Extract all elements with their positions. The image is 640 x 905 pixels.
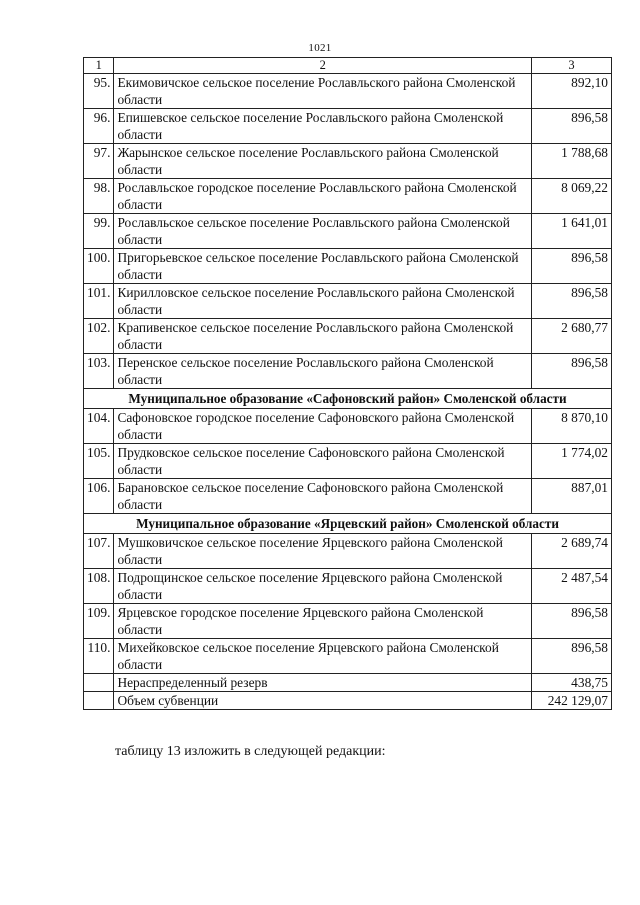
settlement-name: Мушковичское сельское поселение Ярцевского района Смоленской области — [114, 534, 532, 569]
header-col-1: 1 — [84, 58, 114, 74]
table-row — [84, 249, 612, 284]
subvention-amount: 1 641,01 — [532, 214, 612, 249]
row-number: 95. — [84, 74, 114, 109]
subvention-table — [83, 57, 612, 710]
table-row — [84, 144, 612, 179]
subvention-amount: 8 870,10 — [532, 409, 612, 444]
settlement-name: Михейковское сельское поселение Ярцевского района Смоленской области — [114, 639, 532, 674]
subvention-amount: 2 689,74 — [532, 534, 612, 569]
subvention-amount: 1 788,68 — [532, 144, 612, 179]
subvention-amount: 887,01 — [532, 479, 612, 514]
settlement-name: Кирилловское сельское поселение Рославльского района Смоленской области — [114, 284, 532, 319]
section-header-row — [84, 389, 612, 409]
total-amount: 242 129,07 — [532, 692, 612, 710]
settlement-name: Жарынское сельское поселение Рославльского района Смоленской области — [114, 144, 532, 179]
subvention-amount: 892,10 — [532, 74, 612, 109]
table-row — [84, 604, 612, 639]
total-row — [84, 692, 612, 710]
row-number: 102. — [84, 319, 114, 354]
table-row — [84, 284, 612, 319]
settlement-name: Барановское сельское поселение Сафоновского района Смоленской области — [114, 479, 532, 514]
settlement-name: Сафоновское городское поселение Сафоновского района Смоленской области — [114, 409, 532, 444]
row-number: 109. — [84, 604, 114, 639]
subvention-amount: 2 680,77 — [532, 319, 612, 354]
settlement-name: Прудковское сельское поселение Сафоновского района Смоленской области — [114, 444, 532, 479]
settlement-name: Ярцевское городское поселение Ярцевского района Смоленской области — [114, 604, 532, 639]
subvention-amount: 1 774,02 — [532, 444, 612, 479]
header-col-3: 3 — [532, 58, 612, 74]
row-number: 103. — [84, 354, 114, 389]
table-header-row — [84, 58, 612, 74]
settlement-name: Крапивенское сельское поселение Рославльского района Смоленской области — [114, 319, 532, 354]
section-header-row — [84, 514, 612, 534]
section-title: Муниципальное образование «Сафоновский район» Смоленской области — [84, 389, 612, 409]
row-number — [84, 692, 114, 710]
subvention-amount: 896,58 — [532, 354, 612, 389]
table-row — [84, 214, 612, 249]
table-row — [84, 569, 612, 604]
settlement-name: Пригорьевское сельское поселение Рославльского района Смоленской области — [114, 249, 532, 284]
total-amount: 438,75 — [532, 674, 612, 692]
table-row — [84, 409, 612, 444]
subvention-amount: 896,58 — [532, 639, 612, 674]
table-row — [84, 74, 612, 109]
settlement-name: Подрощинское сельское поселение Ярцевского района Смоленской области — [114, 569, 532, 604]
subvention-amount: 896,58 — [532, 604, 612, 639]
row-number: 110. — [84, 639, 114, 674]
page-number: 1021 — [308, 42, 332, 54]
row-number: 100. — [84, 249, 114, 284]
table-row — [84, 479, 612, 514]
table-row — [84, 534, 612, 569]
row-number: 104. — [84, 409, 114, 444]
settlement-name: Епишевское сельское поселение Рославльского района Смоленской области — [114, 109, 532, 144]
row-number: 101. — [84, 284, 114, 319]
total-label: Нераспределенный резерв — [114, 674, 532, 692]
total-label: Объем субвенции — [114, 692, 532, 710]
settlement-name: Перенское сельское поселение Рославльского района Смоленской области — [114, 354, 532, 389]
header-col-2: 2 — [114, 58, 532, 74]
settlement-name: Рославльское городское поселение Рославльского района Смоленской области — [114, 179, 532, 214]
row-number: 107. — [84, 534, 114, 569]
row-number: 97. — [84, 144, 114, 179]
table-row — [84, 444, 612, 479]
row-number: 99. — [84, 214, 114, 249]
subvention-amount: 896,58 — [532, 109, 612, 144]
table-row — [84, 179, 612, 214]
instruction-text: таблицу 13 изложить в следующей редакции: — [115, 744, 386, 759]
row-number: 98. — [84, 179, 114, 214]
row-number: 105. — [84, 444, 114, 479]
table-row — [84, 639, 612, 674]
settlement-name: Рославльское сельское поселение Рославльского района Смоленской области — [114, 214, 532, 249]
total-row — [84, 674, 612, 692]
row-number: 106. — [84, 479, 114, 514]
table-row — [84, 319, 612, 354]
subvention-amount: 2 487,54 — [532, 569, 612, 604]
section-title: Муниципальное образование «Ярцевский район» Смоленской области — [84, 514, 612, 534]
table-row — [84, 109, 612, 144]
subvention-amount: 896,58 — [532, 249, 612, 284]
settlement-name: Екимовичское сельское поселение Рославльского района Смоленской области — [114, 74, 532, 109]
subvention-amount: 8 069,22 — [532, 179, 612, 214]
row-number: 96. — [84, 109, 114, 144]
row-number: 108. — [84, 569, 114, 604]
table-row — [84, 354, 612, 389]
subvention-amount: 896,58 — [532, 284, 612, 319]
row-number — [84, 674, 114, 692]
